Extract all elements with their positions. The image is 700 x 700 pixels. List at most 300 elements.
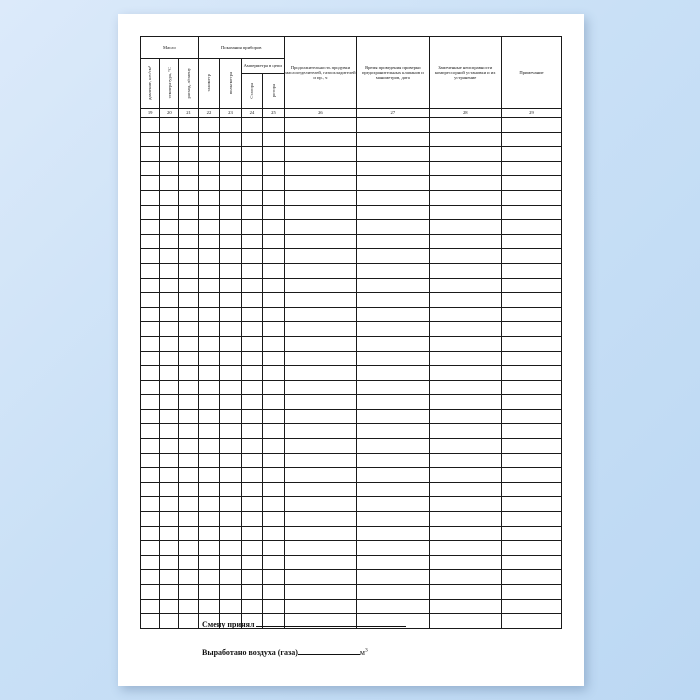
table-cell[interactable] [141,234,160,249]
table-cell[interactable] [241,424,262,439]
table-cell[interactable] [241,366,262,381]
table-cell[interactable] [357,234,429,249]
table-cell[interactable] [220,293,241,308]
table-cell[interactable] [198,190,219,205]
table-cell[interactable] [220,336,241,351]
table-cell[interactable] [429,453,501,468]
table-cell[interactable] [141,380,160,395]
table-cell[interactable] [284,555,356,570]
table-cell[interactable] [429,599,501,614]
table-cell[interactable] [501,190,561,205]
table-cell[interactable] [141,161,160,176]
table-cell[interactable] [160,555,179,570]
table-cell[interactable] [501,220,561,235]
table-cell[interactable] [429,585,501,600]
table-cell[interactable] [429,526,501,541]
table-cell[interactable] [284,526,356,541]
table-cell[interactable] [429,263,501,278]
table-cell[interactable] [263,585,285,600]
table-cell[interactable] [160,366,179,381]
table-cell[interactable] [241,409,262,424]
table-cell[interactable] [241,585,262,600]
table-cell[interactable] [179,585,198,600]
table-cell[interactable] [220,409,241,424]
table-cell[interactable] [357,409,429,424]
table-cell[interactable] [179,161,198,176]
table-cell[interactable] [198,468,219,483]
table-cell[interactable] [220,278,241,293]
table-cell[interactable] [357,424,429,439]
table-cell[interactable] [198,555,219,570]
table-cell[interactable] [179,512,198,527]
table-cell[interactable] [198,599,219,614]
table-cell[interactable] [263,526,285,541]
table-cell[interactable] [357,147,429,162]
table-cell[interactable] [357,118,429,133]
table-cell[interactable] [160,118,179,133]
table-cell[interactable] [501,424,561,439]
table-cell[interactable] [220,263,241,278]
table-cell[interactable] [160,336,179,351]
table-cell[interactable] [429,512,501,527]
table-cell[interactable] [141,512,160,527]
table-cell[interactable] [241,322,262,337]
table-cell[interactable] [501,482,561,497]
table-cell[interactable] [429,380,501,395]
table-cell[interactable] [220,366,241,381]
table-cell[interactable] [501,132,561,147]
table-cell[interactable] [141,453,160,468]
table-cell[interactable] [357,526,429,541]
table-cell[interactable] [198,395,219,410]
table-cell[interactable] [198,570,219,585]
table-cell[interactable] [284,118,356,133]
table-cell[interactable] [141,366,160,381]
table-cell[interactable] [141,190,160,205]
table-cell[interactable] [284,147,356,162]
table-cell[interactable] [501,439,561,454]
table-cell[interactable] [284,293,356,308]
table-cell[interactable] [501,453,561,468]
table-cell[interactable] [198,205,219,220]
table-cell[interactable] [179,570,198,585]
table-cell[interactable] [263,380,285,395]
table-cell[interactable] [198,307,219,322]
table-cell[interactable] [357,380,429,395]
table-cell[interactable] [220,526,241,541]
table-cell[interactable] [263,512,285,527]
table-cell[interactable] [160,263,179,278]
table-cell[interactable] [179,599,198,614]
table-cell[interactable] [429,541,501,556]
table-cell[interactable] [284,439,356,454]
table-cell[interactable] [198,380,219,395]
table-cell[interactable] [501,307,561,322]
table-cell[interactable] [357,249,429,264]
table-cell[interactable] [179,380,198,395]
table-cell[interactable] [263,439,285,454]
table-cell[interactable] [284,278,356,293]
table-cell[interactable] [220,585,241,600]
table-cell[interactable] [160,220,179,235]
table-cell[interactable] [241,249,262,264]
output-value-line[interactable] [298,646,360,655]
table-cell[interactable] [501,585,561,600]
table-cell[interactable] [501,118,561,133]
table-cell[interactable] [179,132,198,147]
table-cell[interactable] [241,220,262,235]
table-cell[interactable] [141,263,160,278]
table-cell[interactable] [357,366,429,381]
table-cell[interactable] [220,307,241,322]
table-cell[interactable] [179,234,198,249]
table-cell[interactable] [429,570,501,585]
table-cell[interactable] [357,293,429,308]
table-cell[interactable] [284,336,356,351]
table-cell[interactable] [284,482,356,497]
table-cell[interactable] [179,307,198,322]
table-cell[interactable] [141,147,160,162]
table-cell[interactable] [241,351,262,366]
table-cell[interactable] [179,439,198,454]
table-cell[interactable] [263,482,285,497]
table-cell[interactable] [220,439,241,454]
table-cell[interactable] [241,541,262,556]
table-cell[interactable] [198,585,219,600]
table-cell[interactable] [179,205,198,220]
table-cell[interactable] [429,497,501,512]
table-cell[interactable] [141,220,160,235]
table-cell[interactable] [160,541,179,556]
table-cell[interactable] [198,220,219,235]
table-cell[interactable] [501,161,561,176]
table-cell[interactable] [263,263,285,278]
table-cell[interactable] [141,205,160,220]
table-cell[interactable] [160,468,179,483]
table-cell[interactable] [141,322,160,337]
table-cell[interactable] [220,468,241,483]
table-cell[interactable] [179,263,198,278]
table-cell[interactable] [429,468,501,483]
table-cell[interactable] [357,555,429,570]
table-cell[interactable] [241,336,262,351]
table-cell[interactable] [141,409,160,424]
table-cell[interactable] [179,453,198,468]
table-cell[interactable] [141,555,160,570]
table-cell[interactable] [501,147,561,162]
table-cell[interactable] [284,307,356,322]
table-cell[interactable] [141,541,160,556]
table-cell[interactable] [160,190,179,205]
table-cell[interactable] [220,453,241,468]
table-cell[interactable] [263,497,285,512]
table-cell[interactable] [179,351,198,366]
table-cell[interactable] [198,541,219,556]
table-cell[interactable] [141,351,160,366]
table-cell[interactable] [160,351,179,366]
table-cell[interactable] [429,249,501,264]
table-cell[interactable] [198,526,219,541]
table-cell[interactable] [220,190,241,205]
table-cell[interactable] [263,468,285,483]
table-cell[interactable] [263,599,285,614]
table-cell[interactable] [198,439,219,454]
table-cell[interactable] [429,205,501,220]
table-cell[interactable] [160,380,179,395]
table-cell[interactable] [501,205,561,220]
table-cell[interactable] [263,424,285,439]
table-cell[interactable] [198,263,219,278]
table-cell[interactable] [263,161,285,176]
table-cell[interactable] [284,322,356,337]
table-cell[interactable] [263,249,285,264]
table-cell[interactable] [501,541,561,556]
table-cell[interactable] [501,468,561,483]
table-cell[interactable] [284,234,356,249]
table-cell[interactable] [198,322,219,337]
table-cell[interactable] [357,132,429,147]
table-cell[interactable] [179,468,198,483]
table-cell[interactable] [198,351,219,366]
table-cell[interactable] [241,293,262,308]
table-cell[interactable] [220,176,241,191]
table-cell[interactable] [198,453,219,468]
table-cell[interactable] [241,599,262,614]
shift-accepted-signature-line[interactable] [256,618,406,627]
table-cell[interactable] [263,176,285,191]
table-cell[interactable] [501,322,561,337]
table-cell[interactable] [220,570,241,585]
table-cell[interactable] [241,555,262,570]
table-cell[interactable] [284,190,356,205]
table-cell[interactable] [501,176,561,191]
table-cell[interactable] [179,278,198,293]
table-cell[interactable] [141,468,160,483]
table-cell[interactable] [284,380,356,395]
table-cell[interactable] [160,293,179,308]
table-cell[interactable] [284,366,356,381]
table-cell[interactable] [501,526,561,541]
table-cell[interactable] [263,366,285,381]
table-cell[interactable] [263,278,285,293]
table-cell[interactable] [241,307,262,322]
table-cell[interactable] [429,482,501,497]
table-cell[interactable] [160,147,179,162]
table-cell[interactable] [241,512,262,527]
table-cell[interactable] [429,424,501,439]
table-cell[interactable] [357,585,429,600]
table-cell[interactable] [263,555,285,570]
table-cell[interactable] [429,395,501,410]
table-cell[interactable] [357,263,429,278]
table-cell[interactable] [284,512,356,527]
table-cell[interactable] [263,541,285,556]
table-cell[interactable] [179,424,198,439]
table-cell[interactable] [357,482,429,497]
table-cell[interactable] [429,278,501,293]
table-cell[interactable] [284,176,356,191]
table-cell[interactable] [141,599,160,614]
table-cell[interactable] [220,205,241,220]
table-cell[interactable] [179,497,198,512]
table-cell[interactable] [241,482,262,497]
table-cell[interactable] [198,512,219,527]
table-cell[interactable] [179,190,198,205]
table-cell[interactable] [179,555,198,570]
table-cell[interactable] [220,132,241,147]
table-cell[interactable] [241,263,262,278]
table-cell[interactable] [284,220,356,235]
table-cell[interactable] [141,439,160,454]
table-cell[interactable] [357,395,429,410]
table-cell[interactable] [198,278,219,293]
table-cell[interactable] [160,439,179,454]
table-cell[interactable] [241,468,262,483]
table-cell[interactable] [429,176,501,191]
table-cell[interactable] [284,570,356,585]
table-cell[interactable] [284,453,356,468]
table-cell[interactable] [198,147,219,162]
table-cell[interactable] [179,176,198,191]
table-cell[interactable] [241,526,262,541]
table-cell[interactable] [263,132,285,147]
table-cell[interactable] [141,293,160,308]
table-cell[interactable] [501,555,561,570]
table-cell[interactable] [241,190,262,205]
table-cell[interactable] [357,599,429,614]
table-cell[interactable] [357,351,429,366]
table-cell[interactable] [160,234,179,249]
table-cell[interactable] [220,118,241,133]
table-cell[interactable] [160,453,179,468]
table-cell[interactable] [284,395,356,410]
table-cell[interactable] [501,570,561,585]
table-cell[interactable] [141,336,160,351]
table-cell[interactable] [284,497,356,512]
table-cell[interactable] [501,249,561,264]
table-cell[interactable] [179,249,198,264]
table-cell[interactable] [141,118,160,133]
table-cell[interactable] [284,599,356,614]
table-cell[interactable] [141,482,160,497]
table-cell[interactable] [357,512,429,527]
table-cell[interactable] [141,570,160,585]
table-cell[interactable] [284,468,356,483]
table-cell[interactable] [501,366,561,381]
table-cell[interactable] [160,512,179,527]
table-cell[interactable] [141,395,160,410]
table-cell[interactable] [160,585,179,600]
table-cell[interactable] [220,249,241,264]
table-cell[interactable] [357,453,429,468]
table-cell[interactable] [429,336,501,351]
table-cell[interactable] [284,541,356,556]
table-cell[interactable] [263,307,285,322]
table-cell[interactable] [284,424,356,439]
table-cell[interactable] [501,293,561,308]
table-cell[interactable] [198,293,219,308]
table-cell[interactable] [284,263,356,278]
table-cell[interactable] [220,351,241,366]
table-cell[interactable] [198,366,219,381]
table-cell[interactable] [179,366,198,381]
table-cell[interactable] [429,293,501,308]
table-cell[interactable] [198,132,219,147]
table-cell[interactable] [357,322,429,337]
table-cell[interactable] [220,482,241,497]
table-cell[interactable] [357,205,429,220]
table-cell[interactable] [160,249,179,264]
table-cell[interactable] [263,190,285,205]
table-cell[interactable] [179,541,198,556]
table-cell[interactable] [220,147,241,162]
table-cell[interactable] [357,541,429,556]
table-cell[interactable] [284,351,356,366]
table-cell[interactable] [179,482,198,497]
table-cell[interactable] [241,278,262,293]
table-cell[interactable] [263,147,285,162]
table-cell[interactable] [141,132,160,147]
table-cell[interactable] [501,380,561,395]
table-cell[interactable] [357,439,429,454]
table-cell[interactable] [160,278,179,293]
table-cell[interactable] [220,395,241,410]
table-cell[interactable] [501,497,561,512]
table-cell[interactable] [160,599,179,614]
table-cell[interactable] [429,322,501,337]
table-cell[interactable] [198,482,219,497]
table-cell[interactable] [429,147,501,162]
table-cell[interactable] [284,205,356,220]
table-cell[interactable] [263,220,285,235]
table-cell[interactable] [501,351,561,366]
table-cell[interactable] [241,118,262,133]
table-cell[interactable] [429,409,501,424]
table-cell[interactable] [429,118,501,133]
table-cell[interactable] [220,599,241,614]
table-cell[interactable] [241,205,262,220]
table-cell[interactable] [160,307,179,322]
table-cell[interactable] [501,395,561,410]
table-cell[interactable] [501,263,561,278]
table-cell[interactable] [263,234,285,249]
table-cell[interactable] [263,118,285,133]
table-cell[interactable] [429,220,501,235]
table-cell[interactable] [220,220,241,235]
table-cell[interactable] [357,278,429,293]
table-cell[interactable] [501,278,561,293]
table-cell[interactable] [160,526,179,541]
table-cell[interactable] [179,409,198,424]
table-cell[interactable] [160,497,179,512]
table-cell[interactable] [263,453,285,468]
table-cell[interactable] [241,439,262,454]
table-cell[interactable] [141,176,160,191]
table-cell[interactable] [241,234,262,249]
table-cell[interactable] [501,336,561,351]
table-cell[interactable] [160,161,179,176]
table-cell[interactable] [357,497,429,512]
table-cell[interactable] [263,351,285,366]
table-cell[interactable] [141,249,160,264]
table-cell[interactable] [263,395,285,410]
table-cell[interactable] [357,307,429,322]
table-cell[interactable] [357,570,429,585]
table-cell[interactable] [141,497,160,512]
table-cell[interactable] [263,409,285,424]
table-cell[interactable] [284,161,356,176]
table-cell[interactable] [241,176,262,191]
